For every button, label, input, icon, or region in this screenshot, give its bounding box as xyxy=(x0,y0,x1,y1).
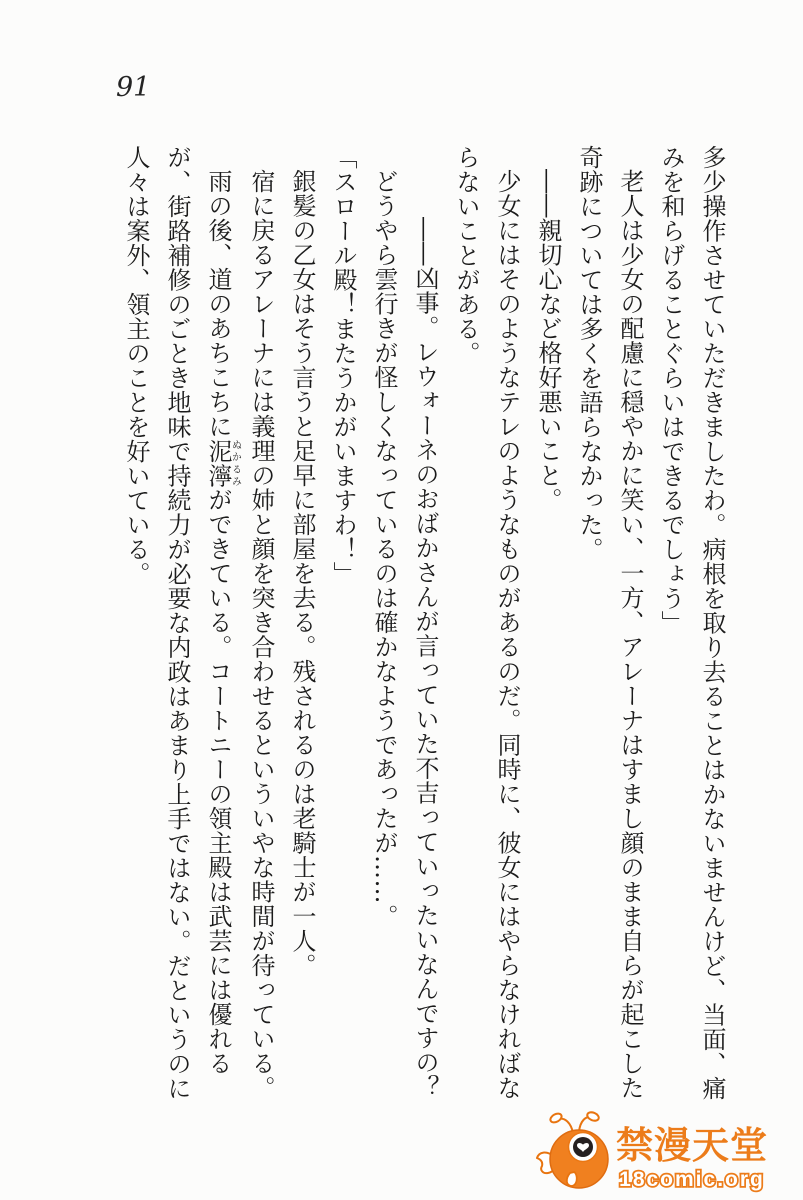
mascot-icon xyxy=(536,1110,614,1198)
paragraph: 銀髪の乙女はそう言うと足早に部屋を去る。残されるのは老騎士が一人。 xyxy=(288,169,316,978)
page-number: 91 xyxy=(116,72,151,103)
paragraph: 宿に戻るアレーナには義理の姉と顔を突き合わせるといういやな時間が待っている。 xyxy=(247,169,275,1100)
ruby-text: ぬかるみ xyxy=(229,438,241,488)
watermark-site-name: 禁漫天堂 xyxy=(616,1125,768,1166)
paragraph xyxy=(115,145,240,1103)
ruby-base: 泥濘 xyxy=(204,438,232,488)
paragraph: 少女にはそのようなテレのようなものがあるのだ。同時に、彼女にはやらなければならないことがある。 xyxy=(452,145,521,1100)
ruby-annotation xyxy=(204,438,241,488)
paragraph-text: 雨の後、道のあちこちに xyxy=(204,169,232,439)
paragraph: ――凶事。レウォーネのおばかさんが言っていた不吉っていったいなんですの？ xyxy=(411,217,439,1099)
watermark-text xyxy=(616,1110,768,1190)
paragraph: どうやら雲行きが怪しくなっているのは確かなようであったが……。 xyxy=(370,169,398,929)
paragraph: 老人は少女の配慮に穏やかに笑い、一方、アレーナはすまし顔のまま自らが起こした奇跡については多くを語らなかった。 xyxy=(575,145,644,1100)
paragraph: ――親切心など格好悪いこと。 xyxy=(534,169,562,512)
text-block xyxy=(64,145,732,1103)
watermark-site-url: 18comic.org xyxy=(619,1167,765,1191)
paragraph: 多少操作させていただきましたわ。病根を取り去ることはかないませんけど、当面、痛みを和らげることぐらいはできるでしょう」 xyxy=(657,145,726,1101)
paragraph-text: ができている。コートニーの領主殿は武芸には優れるが、街路補修のごとき地味で持続力が必要な内政はあまり上手ではない。だというのに人々は案外、領主のことを好いている。 xyxy=(122,145,232,1101)
paragraph: 「スロール殿！またうかがいますわ！」 xyxy=(329,145,357,586)
watermark xyxy=(536,1110,796,1200)
